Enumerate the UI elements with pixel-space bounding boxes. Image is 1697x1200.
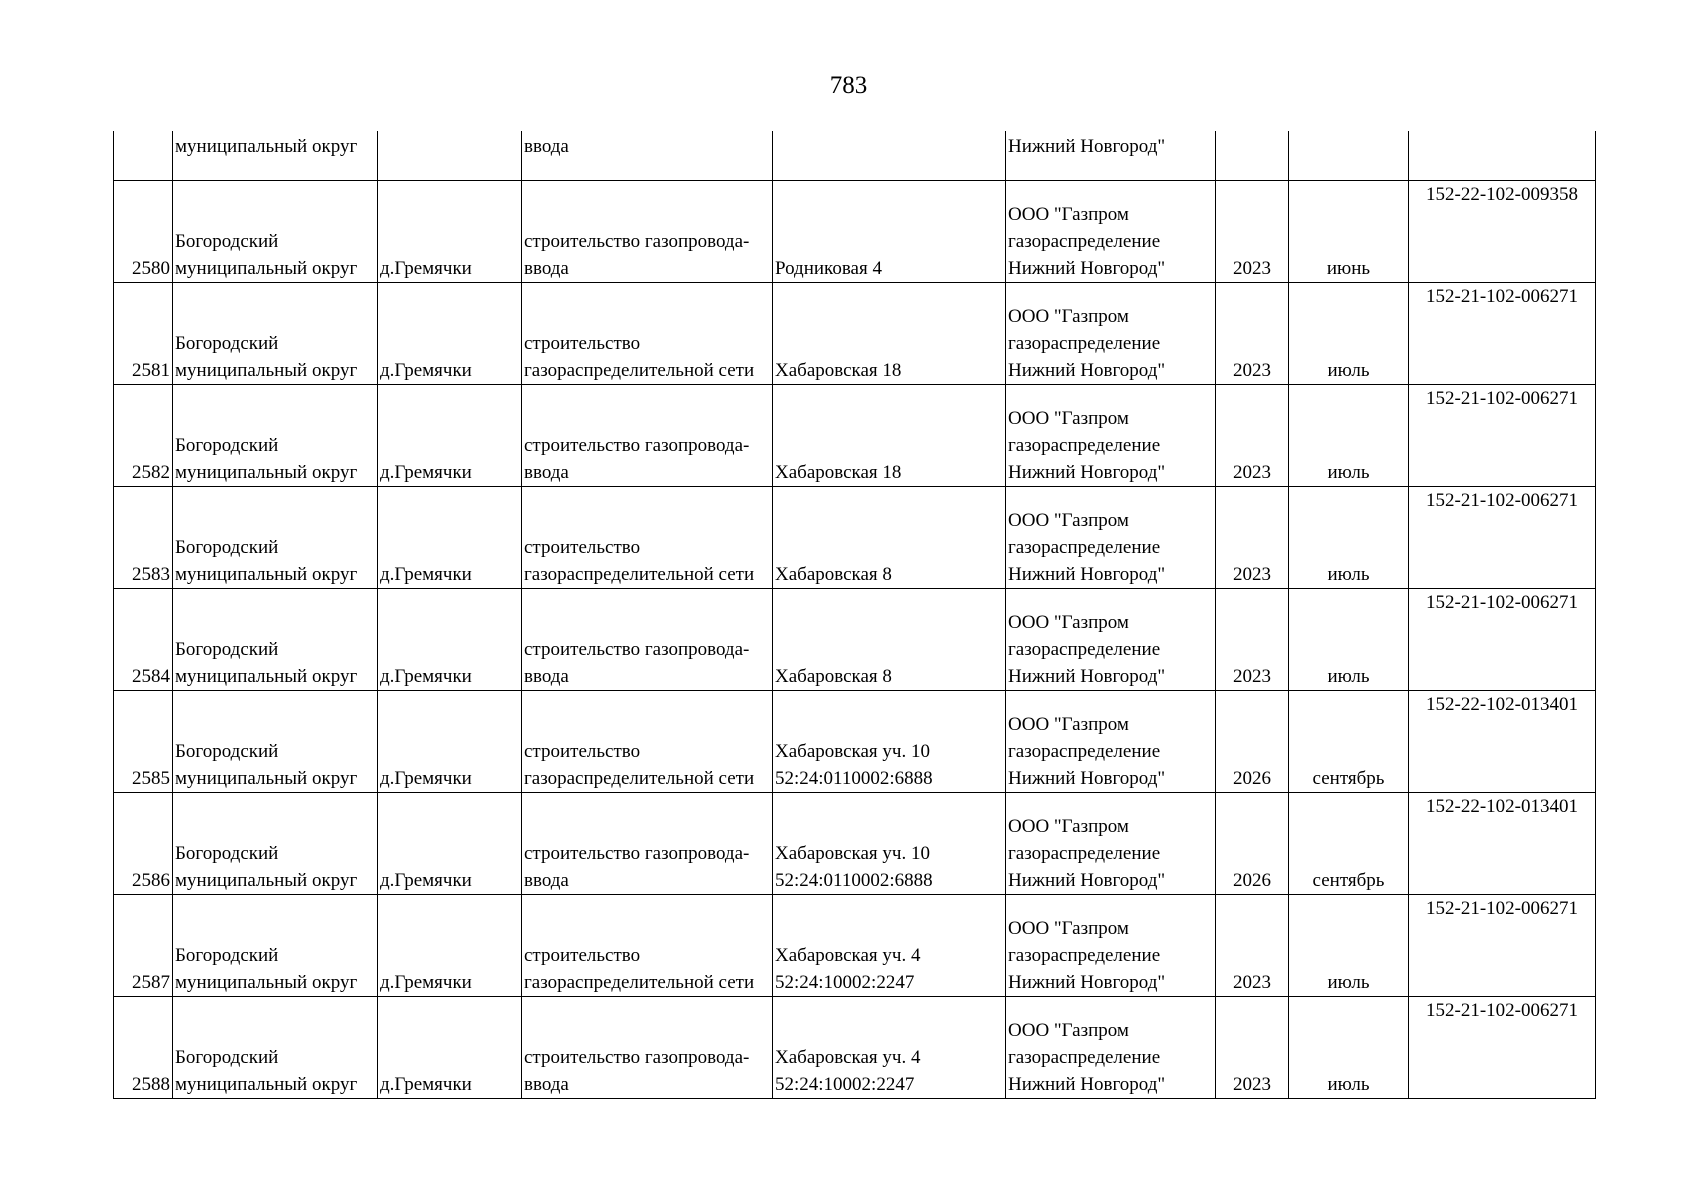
cell-work	[522, 589, 773, 691]
cell-district	[173, 895, 378, 997]
cell-district-line: муниципальный округ	[175, 564, 358, 585]
cell-month: июль	[1289, 589, 1409, 691]
cell-address	[773, 691, 1006, 793]
cell-organization-line: газораспределение	[1008, 945, 1161, 966]
cell-address-line: 52:24:10002:2247	[775, 972, 915, 993]
cell-address	[773, 131, 1006, 181]
cell-organization-line: Нижний Новгород"	[1008, 666, 1166, 687]
cell-address	[773, 895, 1006, 997]
cell-organization-line: Нижний Новгород"	[1008, 462, 1166, 483]
cell-organization-line: газораспределение	[1008, 435, 1161, 456]
cell-work	[522, 895, 773, 997]
cell-address-line: Хабаровская 18	[775, 360, 902, 381]
cell-address-line: Хабаровская уч. 10	[775, 741, 930, 762]
table-row	[114, 589, 1596, 691]
cell-year: 2026	[1216, 691, 1289, 793]
cell-locality: д.Гремячки	[378, 487, 522, 589]
cell-district-line: Богородский	[175, 1047, 279, 1068]
cell-work	[522, 691, 773, 793]
cell-work-line: ввода	[524, 666, 569, 687]
cell-work	[522, 793, 773, 895]
table-row	[114, 895, 1596, 997]
cell-address-line: Родниковая 4	[775, 258, 882, 279]
cell-organization	[1006, 793, 1216, 895]
cell-work-line: строительство газопровода-	[524, 435, 750, 456]
cell-id: 152-21-102-006271	[1409, 283, 1596, 385]
cell-organization-line: ООО "Газпром	[1008, 714, 1129, 735]
cell-locality: д.Гремячки	[378, 385, 522, 487]
cell-organization-line: ООО "Газпром	[1008, 612, 1129, 633]
cell-year: 2023	[1216, 895, 1289, 997]
cell-year: 2023	[1216, 385, 1289, 487]
cell-district-line: муниципальный округ	[175, 870, 358, 891]
registry-table	[113, 131, 1596, 1099]
cell-num: 2587	[114, 895, 173, 997]
cell-organization	[1006, 895, 1216, 997]
cell-locality: д.Гремячки	[378, 997, 522, 1099]
table-row	[114, 793, 1596, 895]
cell-work-line: газораспределительной сети	[524, 768, 755, 789]
cell-work-line: газораспределительной сети	[524, 564, 755, 585]
cell-organization-line: газораспределение	[1008, 231, 1161, 252]
cell-organization-line: ООО "Газпром	[1008, 510, 1129, 531]
cell-locality: д.Гремячки	[378, 691, 522, 793]
cell-organization	[1006, 385, 1216, 487]
cell-organization	[1006, 691, 1216, 793]
cell-address-line: Хабаровская уч. 4	[775, 1047, 921, 1068]
cell-id: 152-21-102-006271	[1409, 589, 1596, 691]
cell-work	[522, 487, 773, 589]
cell-year: 2023	[1216, 487, 1289, 589]
cell-district-line: муниципальный округ	[175, 972, 358, 993]
table-row	[114, 691, 1596, 793]
cell-district-line: Богородский	[175, 945, 279, 966]
cell-month	[1289, 131, 1409, 181]
cell-address	[773, 589, 1006, 691]
cell-work-line: строительство	[524, 741, 641, 762]
cell-organization-line: ООО "Газпром	[1008, 1020, 1129, 1041]
cell-district	[173, 385, 378, 487]
cell-year: 2023	[1216, 181, 1289, 283]
cell-district-line: муниципальный округ	[175, 768, 358, 789]
cell-organization-line: газораспределение	[1008, 639, 1161, 660]
cell-work	[522, 385, 773, 487]
cell-district	[173, 793, 378, 895]
cell-work-line: строительство	[524, 333, 641, 354]
cell-id: 152-22-102-013401	[1409, 691, 1596, 793]
cell-work-line: строительство	[524, 537, 641, 558]
cell-work-line: ввода	[524, 258, 569, 279]
table-row	[114, 997, 1596, 1099]
cell-work	[522, 997, 773, 1099]
cell-organization-line: газораспределение	[1008, 1047, 1161, 1068]
page-number: 783	[829, 72, 868, 99]
cell-organization-line: Нижний Новгород"	[1008, 870, 1166, 891]
cell-id: 152-21-102-006271	[1409, 385, 1596, 487]
cell-organization-line: газораспределение	[1008, 333, 1161, 354]
cell-locality: д.Гремячки	[378, 283, 522, 385]
cell-organization-line: Нижний Новгород"	[1008, 564, 1166, 585]
cell-district	[173, 181, 378, 283]
cell-district-line: Богородский	[175, 537, 279, 558]
cell-locality: д.Гремячки	[378, 589, 522, 691]
cell-num: 2581	[114, 283, 173, 385]
cell-address	[773, 487, 1006, 589]
cell-year: 2023	[1216, 589, 1289, 691]
cell-organization	[1006, 487, 1216, 589]
cell-address	[773, 793, 1006, 895]
cell-month: сентябрь	[1289, 691, 1409, 793]
cell-organization-line: ООО "Газпром	[1008, 816, 1129, 837]
cell-district-line: Богородский	[175, 639, 279, 660]
cell-work-line: строительство газопровода-	[524, 1047, 750, 1068]
cell-work-line: газораспределительной сети	[524, 972, 755, 993]
cell-organization-line: Нижний Новгород"	[1008, 972, 1166, 993]
cell-address-line: Хабаровская уч. 10	[775, 843, 930, 864]
table-row	[114, 283, 1596, 385]
cell-month: июль	[1289, 895, 1409, 997]
cell-address-line: Хабаровская 8	[775, 666, 892, 687]
cell-district	[173, 997, 378, 1099]
cell-work	[522, 181, 773, 283]
cell-organization	[1006, 181, 1216, 283]
cell-organization	[1006, 283, 1216, 385]
cell-address-line: 52:24:10002:2247	[775, 1074, 915, 1095]
cell-organization-line: газораспределение	[1008, 741, 1161, 762]
cell-work-line: строительство газопровода-	[524, 231, 750, 252]
cell-organization-line: Нижний Новгород"	[1008, 1074, 1166, 1095]
cell-month: июль	[1289, 385, 1409, 487]
cell-month: сентябрь	[1289, 793, 1409, 895]
cell-work-line: строительство газопровода-	[524, 843, 750, 864]
cell-locality	[378, 131, 522, 181]
table-row-continuation	[114, 131, 1596, 181]
cell-locality: д.Гремячки	[378, 793, 522, 895]
table-row	[114, 181, 1596, 283]
cell-year: 2023	[1216, 283, 1289, 385]
cell-id: 152-22-102-009358	[1409, 181, 1596, 283]
cell-year	[1216, 131, 1289, 181]
cell-address	[773, 181, 1006, 283]
cell-work-line: ввода	[524, 1074, 569, 1095]
cell-district	[173, 691, 378, 793]
cell-work-line: газораспределительной сети	[524, 360, 755, 381]
cell-address-line: Хабаровская уч. 4	[775, 945, 921, 966]
cell-organization-line: газораспределение	[1008, 537, 1161, 558]
cell-district	[173, 589, 378, 691]
table-body	[114, 131, 1596, 1099]
cell-district-line: муниципальный округ	[175, 462, 358, 483]
cell-address-line: 52:24:0110002:6888	[775, 768, 933, 789]
cell-month: июнь	[1289, 181, 1409, 283]
cell-work-line: строительство	[524, 945, 641, 966]
cell-district	[173, 283, 378, 385]
cell-district-line: Богородский	[175, 435, 279, 456]
cell-organization-line: ООО "Газпром	[1008, 408, 1129, 429]
cell-district-line: муниципальный округ	[175, 666, 358, 687]
cell-locality: д.Гремячки	[378, 895, 522, 997]
cell-district-line: Богородский	[175, 333, 279, 354]
cell-district: муниципальный округ	[173, 131, 378, 181]
cell-month: июль	[1289, 997, 1409, 1099]
cell-num: 2583	[114, 487, 173, 589]
cell-work	[522, 283, 773, 385]
cell-locality: д.Гремячки	[378, 181, 522, 283]
cell-district-line: Богородский	[175, 231, 279, 252]
cell-num	[114, 131, 173, 181]
cell-year: 2026	[1216, 793, 1289, 895]
cell-district-line: Богородский	[175, 843, 279, 864]
cell-district	[173, 487, 378, 589]
table-row	[114, 487, 1596, 589]
cell-num: 2586	[114, 793, 173, 895]
cell-month: июль	[1289, 283, 1409, 385]
cell-address-line: Хабаровская 8	[775, 564, 892, 585]
cell-address	[773, 385, 1006, 487]
cell-num: 2588	[114, 997, 173, 1099]
cell-address	[773, 283, 1006, 385]
cell-month: июль	[1289, 487, 1409, 589]
cell-organization	[1006, 997, 1216, 1099]
cell-id: 152-22-102-013401	[1409, 793, 1596, 895]
cell-work: ввода	[522, 131, 773, 181]
cell-organization-line: Нижний Новгород"	[1008, 258, 1166, 279]
cell-address	[773, 997, 1006, 1099]
cell-id: 152-21-102-006271	[1409, 895, 1596, 997]
cell-num: 2584	[114, 589, 173, 691]
cell-organization-line: Нижний Новгород"	[1008, 360, 1166, 381]
cell-address-line: 52:24:0110002:6888	[775, 870, 933, 891]
cell-id: 152-21-102-006271	[1409, 487, 1596, 589]
cell-work-line: ввода	[524, 462, 569, 483]
cell-num: 2585	[114, 691, 173, 793]
cell-organization-line: Нижний Новгород"	[1008, 768, 1166, 789]
cell-district-line: муниципальный округ	[175, 1074, 358, 1095]
cell-work-line: ввода	[524, 870, 569, 891]
cell-num: 2580	[114, 181, 173, 283]
cell-organization-line: ООО "Газпром	[1008, 204, 1129, 225]
cell-organization-line: газораспределение	[1008, 843, 1161, 864]
table-row	[114, 385, 1596, 487]
cell-organization-line: ООО "Газпром	[1008, 918, 1129, 939]
cell-organization: Нижний Новгород"	[1006, 131, 1216, 181]
cell-organization	[1006, 589, 1216, 691]
cell-year: 2023	[1216, 997, 1289, 1099]
cell-id: 152-21-102-006271	[1409, 997, 1596, 1099]
cell-district-line: Богородский	[175, 741, 279, 762]
cell-district-line: муниципальный округ	[175, 258, 358, 279]
cell-id	[1409, 131, 1596, 181]
cell-organization-line: ООО "Газпром	[1008, 306, 1129, 327]
cell-num: 2582	[114, 385, 173, 487]
cell-district-line: муниципальный округ	[175, 360, 358, 381]
cell-work-line: строительство газопровода-	[524, 639, 750, 660]
cell-address-line: Хабаровская 18	[775, 462, 902, 483]
